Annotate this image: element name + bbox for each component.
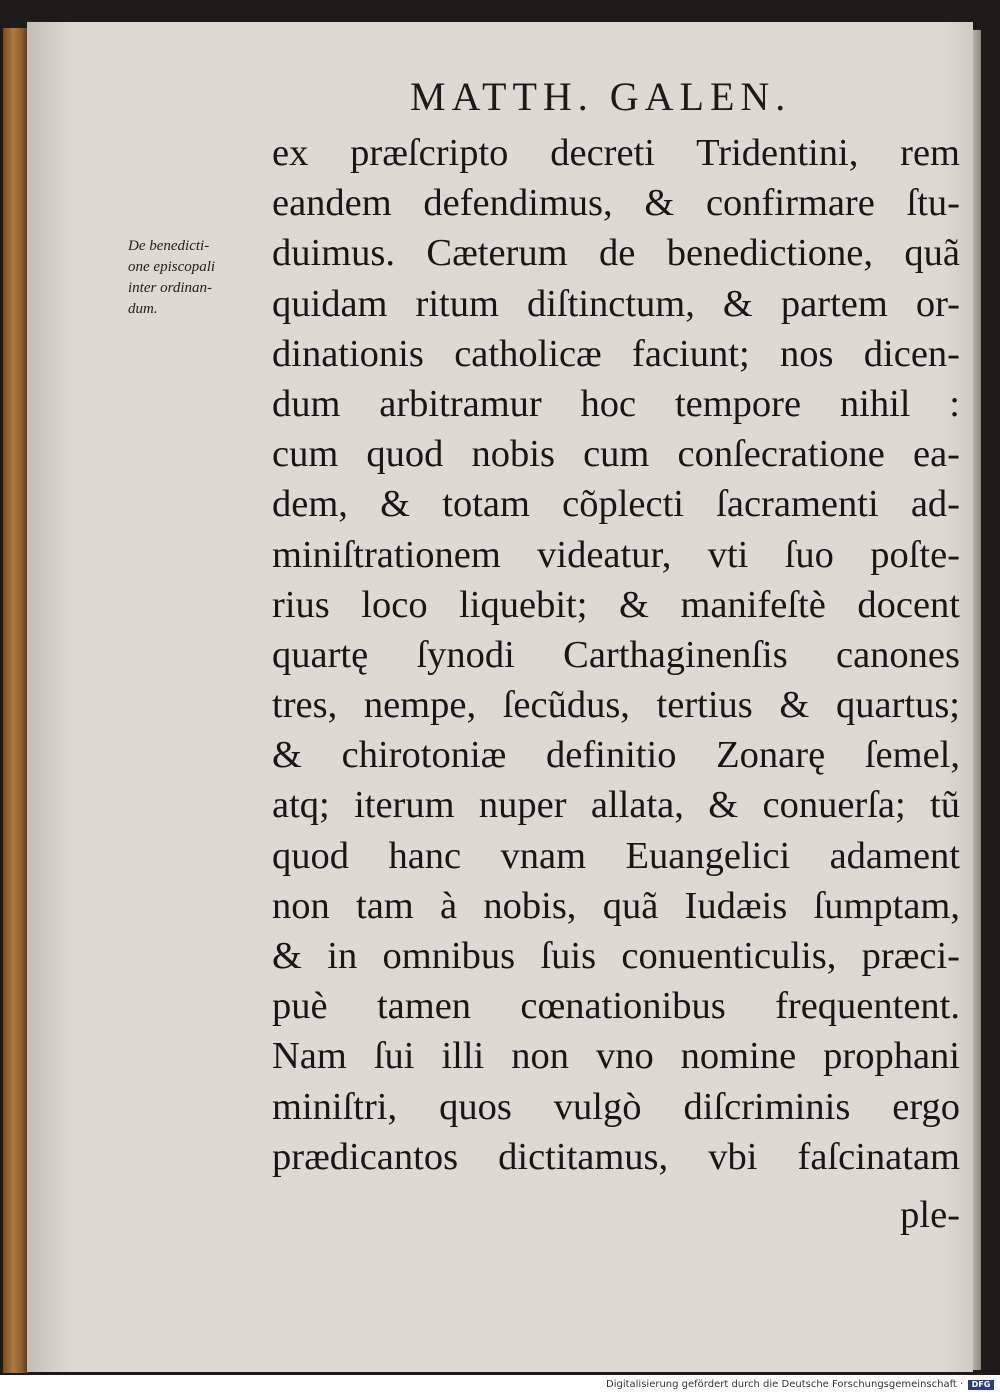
text-line: miniſtrationem videatur, vti ſuo poſte- <box>272 533 960 576</box>
running-head: MATTH. GALEN. <box>410 74 792 119</box>
digitization-credit: Digitalisierung gefördert durch die Deutsche Forschungsgemeinschaft · <box>606 1379 964 1390</box>
text-line: puè tamen cœnationibus frequentent. <box>272 985 960 1028</box>
text-line: Nam ſui illi non vno nomine prophani <box>272 1035 960 1078</box>
text-line: dum arbitramur hoc tempore nihil : <box>272 382 960 425</box>
text-line: quidam ritum diſtinctum, & partem or- <box>272 282 960 325</box>
marginal-note-line: De benedicti- <box>128 238 210 254</box>
text-line: & in omnibus ſuis conuenticulis, præci- <box>272 935 960 977</box>
text-line: cum quod nobis cum conſecratione ea- <box>272 433 960 476</box>
text-line: quod hanc vnam Euangelici adament <box>272 834 960 877</box>
text-line: miniſtri, quos vulgò diſcriminis ergo <box>272 1085 960 1128</box>
marginal-note-line: dum. <box>128 301 158 317</box>
book-spine <box>3 28 29 1373</box>
dfg-logo: DFG <box>968 1380 994 1390</box>
marginal-note <box>128 236 278 320</box>
page-edge <box>973 30 981 1370</box>
marginal-note-line: one episcopali <box>128 259 216 275</box>
text-line: quartę ſynodi Carthaginenſis canones <box>272 633 960 676</box>
catchword: ple- <box>900 1194 960 1236</box>
text-line: duimus. Cæterum de benedictione, quã <box>272 232 960 275</box>
text-line: ex præſcripto decreti Tridentini, rem <box>272 132 960 174</box>
text-line: non tam à nobis, quã Iudæis ſumptam, <box>272 884 960 927</box>
text-line: prædicantos dictitamus, vbi faſcinatam <box>272 1135 960 1178</box>
text-line: tres, nempe, ſecũdus, tertius & quartus; <box>272 684 960 727</box>
marginal-note-line: inter ordinan- <box>128 280 213 296</box>
text-line: rius loco liquebit; & manifeſtè docent <box>272 583 960 626</box>
body-text <box>272 128 960 1182</box>
text-line: & chirotoniæ definitio Zonarę ſemel, <box>272 734 960 777</box>
text-line: dinationis catholicæ faciunt; nos dicen- <box>272 332 960 375</box>
text-line: atq; iterum nuper allata, & conuerſa; tũ <box>272 784 960 827</box>
text-line: eandem defendimus, & confirmare ſtu- <box>272 182 960 225</box>
text-line: dem, & totam cõplecti ſacramenti ad- <box>272 483 960 526</box>
